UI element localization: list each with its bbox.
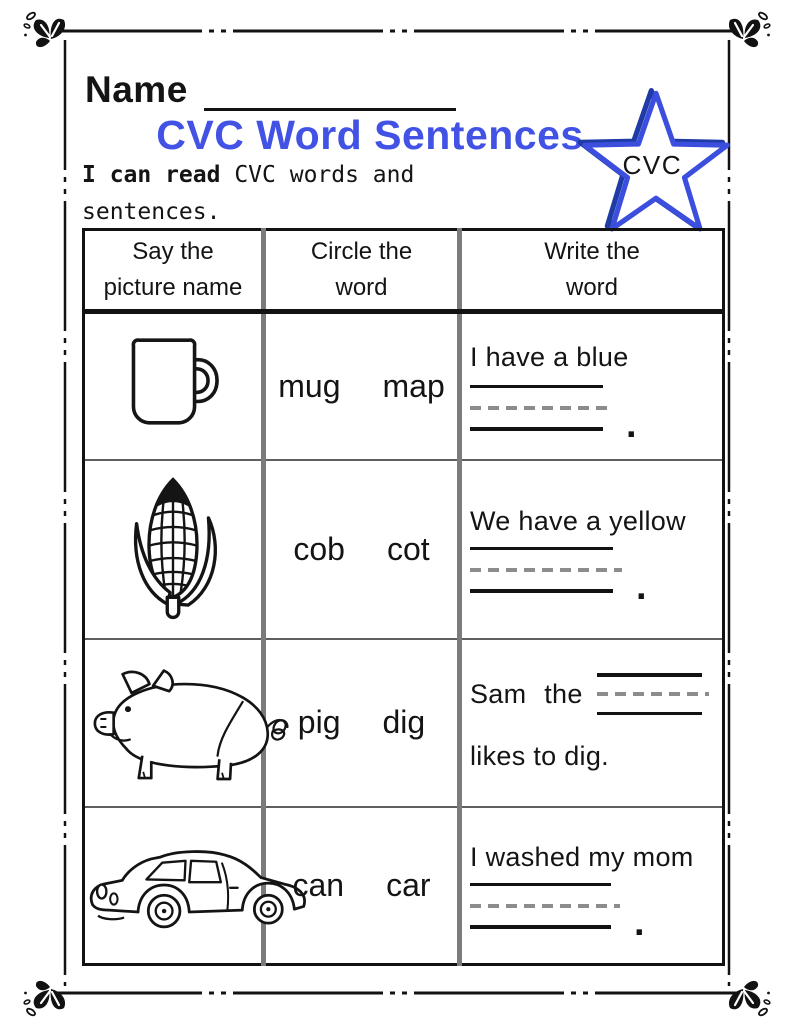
floral-heart-corner-icon xyxy=(24,11,65,47)
header-write-the-word xyxy=(460,230,724,312)
header-text: Circle the xyxy=(310,238,413,265)
word-choice: map xyxy=(382,367,445,404)
word-choice: mug xyxy=(278,367,341,404)
pig-icon xyxy=(85,661,291,785)
header-text: Write the xyxy=(544,238,640,265)
table-row xyxy=(84,639,724,807)
header-row xyxy=(84,230,724,312)
worksheet-table xyxy=(82,228,725,966)
sentence-text: I have a blue xyxy=(470,341,629,372)
name-blank-line xyxy=(204,68,456,111)
floral-heart-corner-icon xyxy=(729,11,770,47)
word-choice: dig xyxy=(382,704,426,740)
sentence-text: We have a yellow xyxy=(470,505,686,536)
picture-cell xyxy=(84,460,264,639)
learning-goal-bold: I can read xyxy=(82,162,221,188)
write-cell xyxy=(460,639,724,807)
word-choice: can xyxy=(292,866,345,903)
floral-heart-corner-icon xyxy=(24,981,65,1017)
word-choice-cell xyxy=(264,312,460,460)
learning-goal-line1 xyxy=(82,162,414,188)
sentence-text: Sam the xyxy=(470,678,583,709)
table-row xyxy=(84,807,724,965)
word-choice-cell xyxy=(264,639,460,807)
header-say-picture-name xyxy=(84,230,264,312)
table-row xyxy=(84,460,724,639)
name-label: Name xyxy=(85,69,188,110)
header-circle-the-word xyxy=(264,230,460,312)
word-choice-cell xyxy=(264,460,460,639)
star-badge-icon xyxy=(576,84,736,232)
page-title: CVC Word Sentences xyxy=(156,112,584,158)
name-row xyxy=(85,68,456,111)
header-text: Say the xyxy=(132,238,214,265)
handwriting-blank-lines xyxy=(470,385,612,431)
sentence-period: . xyxy=(636,565,647,608)
word-choice: cob xyxy=(293,530,345,567)
picture-cell xyxy=(84,639,264,807)
sentence-text: I washed my mom xyxy=(470,841,694,872)
sentence-text: likes to dig. xyxy=(470,741,609,771)
header-text: word xyxy=(565,274,619,301)
star-cvc-label: CVC xyxy=(622,149,683,180)
write-cell xyxy=(460,807,724,965)
picture-cell xyxy=(84,312,264,460)
picture-cell xyxy=(84,807,264,965)
header-text: word xyxy=(335,274,388,301)
table-row xyxy=(84,312,724,460)
sentence-period: . xyxy=(634,901,645,944)
word-choice: pig xyxy=(297,704,341,740)
write-cell xyxy=(460,460,724,639)
handwriting-blank-lines xyxy=(470,547,622,593)
word-choice: car xyxy=(386,866,431,903)
write-cell xyxy=(460,312,724,460)
word-choice: cot xyxy=(386,530,430,567)
car-icon xyxy=(85,830,313,940)
corn-icon xyxy=(115,470,231,628)
learning-goal-line2: sentences. xyxy=(82,199,221,225)
handwriting-blank-lines xyxy=(470,883,620,929)
mug-icon xyxy=(114,333,232,439)
header-text: picture name xyxy=(103,274,243,301)
handwriting-blank-lines xyxy=(597,673,709,715)
floral-heart-corner-icon xyxy=(729,981,770,1017)
learning-goal-rest: CVC words and xyxy=(220,162,415,188)
sentence-period: . xyxy=(626,403,637,446)
